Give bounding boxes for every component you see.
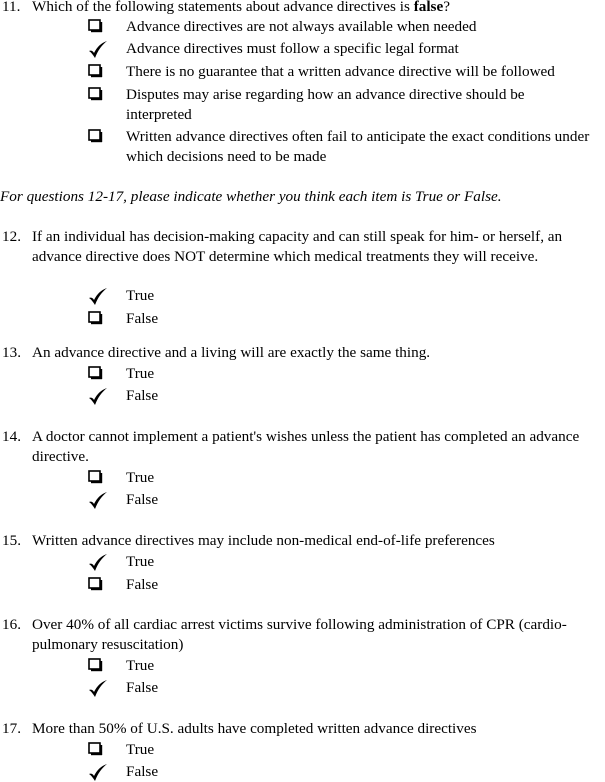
option-label: True [126,741,155,758]
checkmark-icon [88,492,110,510]
question-number: 16. [2,616,21,633]
square-box-icon [88,311,110,329]
option-label: False [126,491,159,508]
square-box-icon [88,658,110,676]
checkmark-icon [88,388,110,406]
square-box-icon [88,129,110,147]
option-label: False [126,387,159,404]
option-label: Disputes may arise regarding how an advance directive should be interpreted [126,86,525,123]
option-label: True [126,469,155,486]
checkmark-icon [88,680,110,698]
question-text: More than 50% of U.S. adults have completed written advance directives [32,720,477,737]
question-number: 17. [2,720,21,737]
question-text-part: ? [443,0,450,15]
question-15 [2,531,600,553]
square-box-icon [88,87,110,105]
option-label: Advance directives must follow a specific legal format [126,40,459,57]
option-label: There is no guarantee that a written advance directive will be followed [126,63,555,80]
question-17 [2,719,600,741]
checkmark-icon [88,554,110,572]
question-number: 11. [2,0,21,15]
question-text: A doctor cannot implement a patient's wishes unless the patient has completed an advance directive. [32,428,580,465]
checkmark-icon [88,288,110,306]
square-box-icon [88,577,110,595]
square-box-icon [88,742,110,760]
option-label: Written advance directives often fail to anticipate the exact conditions under which decisions need to be made [126,128,590,165]
square-box-icon [88,19,110,37]
question-number: 15. [2,532,21,549]
square-box-icon [88,64,110,82]
question-text: If an individual has decision-making capacity and can still speak for him- or herself, an advance directive does NOT determine which medical treatments they will receive. [32,228,563,265]
question-14 [2,427,600,469]
option-label: Advance directives are not always available when needed [126,18,477,35]
option-label: True [126,657,155,674]
question-number: 14. [2,428,21,445]
option-label: False [126,576,159,593]
question-12 [2,227,600,287]
option-label: True [126,365,155,382]
question-text: Over 40% of all cardiac arrest victims survive following administration of CPR (cardio-pulmonary resuscitation) [32,616,567,653]
question-number: 12. [2,228,21,245]
option-label: False [126,679,159,696]
question-16 [2,615,600,657]
question-13 [2,343,600,365]
instruction-text: For questions 12-17, please indicate whether you think each item is True or False. [0,188,502,205]
option-label: False [126,763,159,780]
question-text-part: Which of the following statements about advance directives is [32,0,414,15]
question-text: Written advance directives may include non-medical end-of-life preferences [32,532,495,549]
option-label: False [126,310,159,327]
question-number: 13. [2,344,21,361]
option-label: True [126,287,155,304]
option-label: True [126,553,155,570]
square-box-icon [88,470,110,488]
question-text: An advance directive and a living will are exactly the same thing. [32,344,431,361]
question-text-bold: false [413,0,444,15]
question-text [32,0,602,17]
checkmark-icon [88,764,110,782]
checkmark-icon [88,41,110,59]
square-box-icon [88,366,110,384]
